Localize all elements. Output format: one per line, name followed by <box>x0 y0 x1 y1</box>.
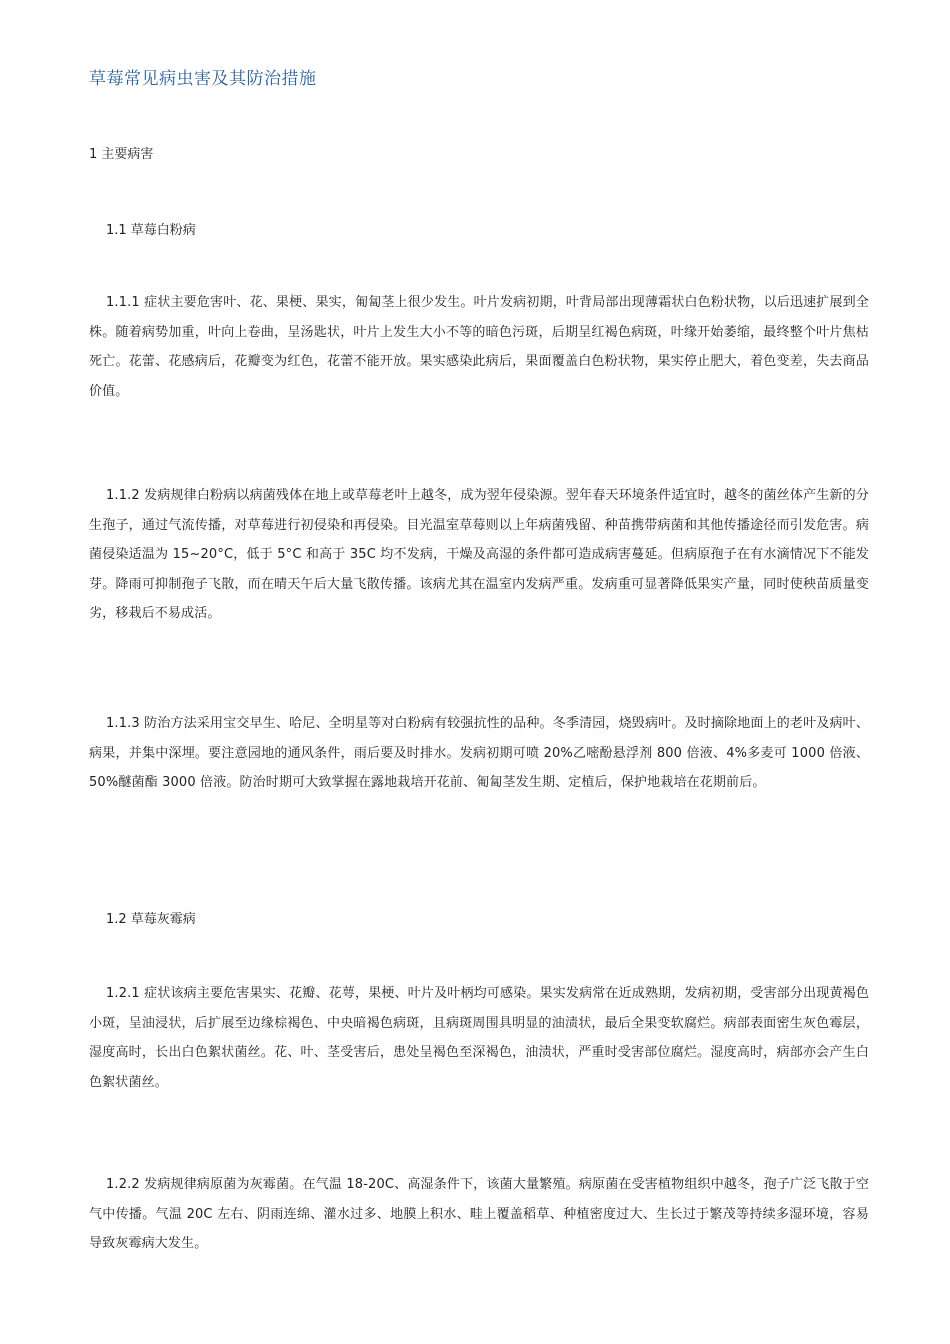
paragraph: 1.2.1 症状该病主要危害果实、花瓣、花萼，果梗、叶片及叶柄均可感染。果实发病常在近成熟期，发病初期，受害部分出现黄褐色小斑，呈油浸状，后扩展至边缘棕褐色、中央暗褐色病斑，且病斑周围具明显的油渍状，最后全果变软腐烂。病部表面密生灰色霉层，湿度高时，长出白色絮状菌丝。花、叶、茎受害后，患处呈褐色至深褐色，油渍状，严重时受害部位腐烂。湿度高时，病部亦会产生白色絮状菌丝。 <box>89 986 869 1090</box>
document-title: 草莓常见病虫害及其防治措施 <box>89 69 317 89</box>
subsection-heading: 1.1 草莓白粉病 <box>106 223 196 238</box>
paragraph: 1.1.3 防治方法采用宝交早生、哈尼、全明星等对白粉病有较强抗性的品种。冬季清园，烧毁病叶。及时摘除地面上的老叶及病叶、病果，并集中深埋。要注意园地的通风条件，雨后要及时排水。发病初期可喷 20%乙嘧酚悬浮剂 800 倍液、4%多麦可 1000 倍液、50%醚菌酯 3000 倍液。防治时期可大致掌握在露地栽培开花前、匍匐茎发生期、定植后，保护地栽培在花期前后。 <box>89 716 869 790</box>
paragraph: 1.1.1 症状主要危害叶、花、果梗、果实，匍匐茎上很少发生。叶片发病初期，叶背局部出现薄霜状白色粉状物，以后迅速扩展到全株。随着病势加重，叶向上卷曲，呈汤匙状，叶片上发生大小不等的暗色污斑，后期呈红褐色病斑，叶缘开始萎缩，最终整个叶片焦枯死亡。花蕾、花感病后，花瓣变为红色，花蕾不能开放。果实感染此病后，果面覆盖白色粉状物，果实停止肥大，着色变差，失去商品价值。 <box>89 295 869 399</box>
subsection-heading: 1.2 草莓灰霉病 <box>106 912 196 927</box>
section-heading: 1 主要病害 <box>89 147 154 162</box>
paragraph: 1.2.2 发病规律病原菌为灰霉菌。在气温 18-20C、高湿条件下，该菌大量繁殖。病原菌在受害植物组织中越冬，孢子广泛飞散于空气中传播。气温 20C 左右、阴雨连绵、灌水过多、地膜上积水、畦上覆盖稻草、种植密度过大、生长过于繁茂等持续多湿环境，容易导致灰霉病大发生。 <box>89 1177 869 1251</box>
paragraph: 1.1.2 发病规律白粉病以病菌残体在地上或草莓老叶上越冬，成为翌年侵染源。翌年春天环境条件适宜时，越冬的菌丝体产生新的分生孢子，通过气流传播，对草莓进行初侵染和再侵染。目光温室草莓则以上年病菌残留、种苗携带病菌和其他传播途径而引发危害。病菌侵染适温为 15~20°C，低于 5°C 和高于 35C 均不发病，干燥及高湿的条件都可造成病害蔓延。但病原孢子在有水滴情况下不能发芽。降雨可抑制孢子飞散，而在晴天午后大量飞散传播。该病尤其在温室内发病严重。发病重可显著降低果实产量，同时使秧苗质量变劣，移栽后不易成活。 <box>89 488 869 621</box>
